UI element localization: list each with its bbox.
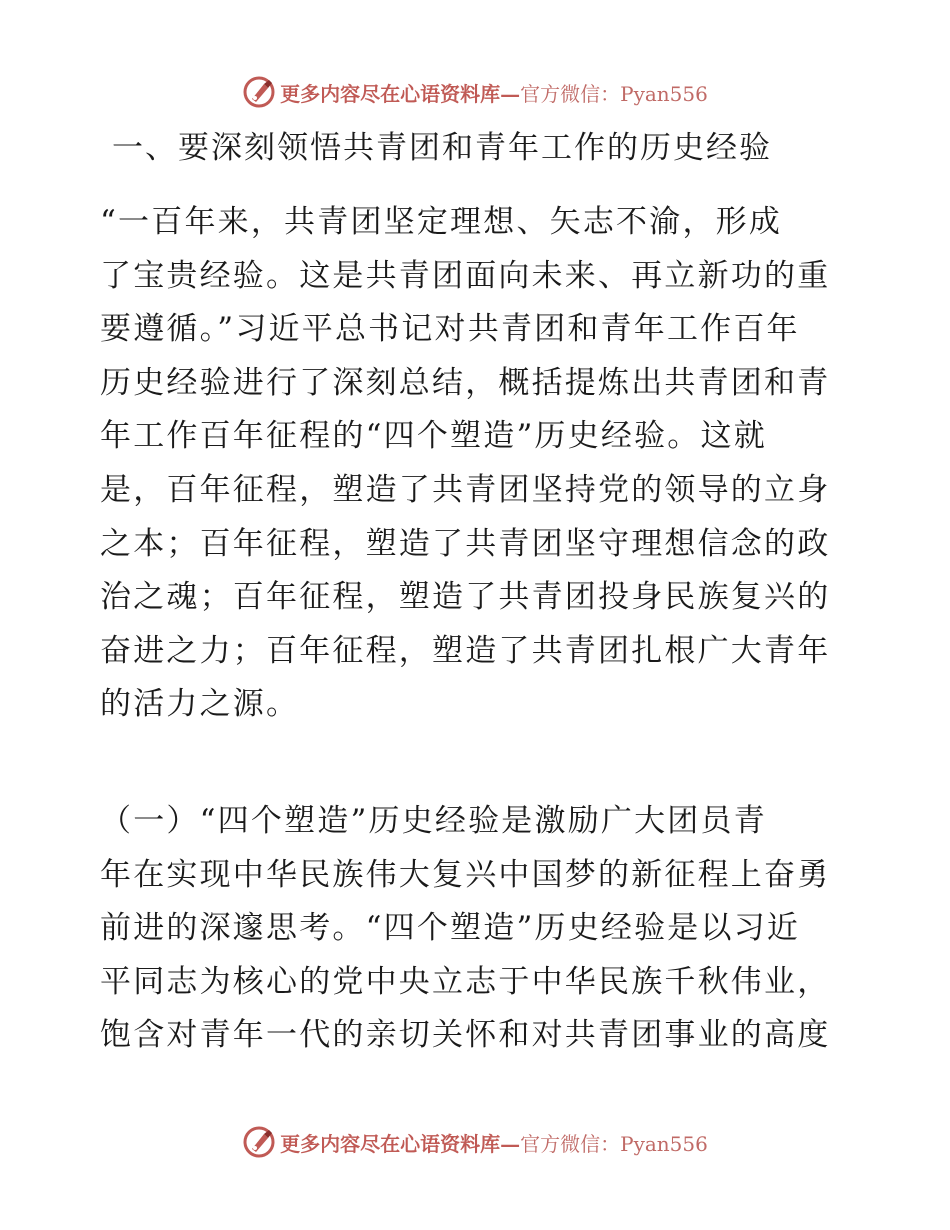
- paragraph-line: 了宝贵经验。这是共青团面向未来、再立新功的重: [100, 257, 831, 294]
- paragraph-line: 年工作百年征程的“四个塑造”历史经验。这就: [100, 418, 767, 455]
- paragraph-line: 年在实现中华民族伟大复兴中国梦的新征程上奋勇: [100, 856, 831, 893]
- paragraph-line: 奋进之力；百年征程，塑造了共青团扎根广大青年: [100, 632, 831, 669]
- paragraph-line: 的活力之源。: [100, 686, 300, 723]
- paragraph-line: 前进的深邃思考。“四个塑造”历史经验是以习近: [100, 910, 801, 947]
- pen-nib-logo-icon: [242, 1125, 276, 1159]
- paragraph-1: [100, 196, 860, 732]
- paragraph-line: 之本；百年征程，塑造了共青团坚守理想信念的政: [100, 525, 831, 562]
- paragraph-line: 平同志为核心的党中央立志于中华民族千秋伟业，: [100, 963, 831, 1000]
- paragraph-line: 是，百年征程，塑造了共青团坚持党的领导的立身: [100, 471, 831, 508]
- section-heading: 一、要深刻领悟共青团和青年工作的历史经验: [112, 130, 772, 166]
- watermark-footer: [0, 1122, 950, 1162]
- paragraph-line: “一百年来，共青团坚定理想、矢志不渝，形成: [100, 204, 783, 240]
- paragraph-line: 治之魂；百年征程，塑造了共青团投身民族复兴的: [100, 579, 831, 616]
- paragraph-line: 饱含对青年一代的亲切关怀和对共青团事业的高度: [100, 1017, 831, 1054]
- pen-nib-logo-icon: [242, 75, 276, 109]
- paragraph-2: [100, 795, 860, 1063]
- watermark-text: 更多内容尽在心语资料库—官方微信：Pyan556: [280, 1131, 708, 1156]
- paragraph-line: （一）“四个塑造”历史经验是激励广大团员青: [100, 803, 767, 839]
- watermark-text: 更多内容尽在心语资料库—官方微信：Pyan556: [280, 81, 708, 106]
- paragraph-line: 要遵循。”习近平总书记对共青团和青年工作百年: [100, 311, 800, 348]
- watermark-header: [0, 72, 950, 112]
- paragraph-line: 历史经验进行了深刻总结，概括提炼出共青团和青: [100, 364, 831, 401]
